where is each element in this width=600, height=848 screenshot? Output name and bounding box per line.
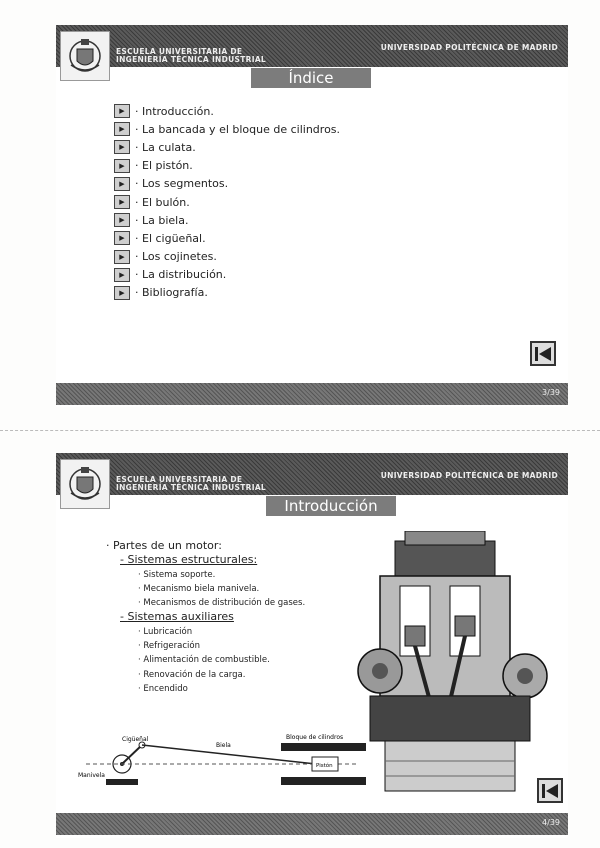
play-arrow-icon: ▶ [114, 104, 130, 118]
slide-index [56, 25, 568, 407]
slide-header [56, 453, 568, 495]
index-item-label: · La bancada y el bloque de cilindros. [135, 122, 341, 136]
label-biela: Biela [216, 742, 231, 749]
outline-item: · Sistema soporte. [138, 569, 216, 580]
university-name: UNIVERSIDAD POLITÉCNICA DE MADRID [380, 471, 558, 480]
index-item-label: · Introducción. [135, 104, 214, 118]
index-item-label: · El pistón. [135, 159, 193, 173]
index-item-culata[interactable] [114, 138, 340, 156]
play-arrow-icon: ▶ [114, 213, 130, 227]
index-item-label: · La culata. [135, 140, 196, 154]
index-item-label: · El cigüeñal. [135, 231, 206, 245]
play-arrow-icon: ▶ [114, 140, 130, 154]
outline-auxiliary: - Sistemas auxiliares [120, 610, 234, 624]
first-page-icon [534, 346, 552, 362]
outline-item: · Mecanismos de distribución de gases. [138, 598, 306, 609]
engine-cutaway-image [340, 531, 555, 806]
index-item-label: · La biela. [135, 213, 189, 227]
label-manivela: Manivela [78, 772, 105, 779]
index-item-ciguenal[interactable] [114, 229, 340, 247]
university-name: UNIVERSIDAD POLITÉCNICA DE MADRID [380, 43, 558, 52]
slide-header [56, 25, 568, 67]
index-item-bulon[interactable] [114, 193, 340, 211]
slide-footer [56, 383, 568, 405]
outline-item: · Mecanismo biela manivela. [138, 583, 260, 594]
play-arrow-icon: ▶ [114, 250, 130, 264]
first-page-button[interactable] [530, 341, 556, 366]
outline [106, 539, 305, 696]
play-arrow-icon: ▶ [114, 122, 130, 136]
index-item-label: · El bulón. [135, 195, 190, 209]
play-arrow-icon: ▶ [114, 177, 130, 191]
index-item-label: · Los segmentos. [135, 177, 229, 191]
school-name [116, 476, 266, 492]
structural-label: Sistemas estructurales [127, 553, 254, 567]
auxiliary-label: Sistemas auxiliares [127, 610, 234, 624]
page-divider [0, 430, 600, 431]
index-item-label: · La distribución. [135, 268, 227, 282]
index-item-cojinetes[interactable] [114, 248, 340, 266]
outline-heading: · Partes de un motor: [106, 539, 222, 552]
index-item-introduccion[interactable] [114, 102, 340, 120]
school-line-2: INGENIERÍA TÉCNICA INDUSTRIAL [116, 55, 266, 64]
play-arrow-icon: ▶ [114, 195, 130, 209]
label-bloque: Bloque de cilindros [286, 734, 344, 741]
play-arrow-icon: ▶ [114, 231, 130, 245]
crest-icon [60, 459, 110, 509]
school-line-1: ESCUELA UNIVERSITARIA DE [116, 47, 243, 56]
page-number: 4/39 [542, 818, 560, 827]
school-line-2: INGENIERÍA TÉCNICA INDUSTRIAL [116, 483, 266, 492]
play-arrow-icon: ▶ [114, 159, 130, 173]
index-item-segmentos[interactable] [114, 175, 340, 193]
crest-icon [60, 31, 110, 81]
index-item-biela[interactable] [114, 211, 340, 229]
index-item-label: · Bibliografía. [135, 286, 208, 300]
school-line-1: ESCUELA UNIVERSITARIA DE [116, 475, 243, 484]
page-number: 3/39 [542, 388, 560, 397]
outline-item: · Lubricación [138, 626, 193, 637]
first-page-button[interactable] [537, 778, 563, 803]
crank-mechanism-diagram [76, 731, 366, 791]
index-list [114, 102, 340, 302]
outline-item: · Encendido [138, 683, 188, 694]
outline-item: · Alimentación de combustible. [138, 655, 270, 666]
outline-item: · Renovación de la carga. [138, 669, 246, 680]
slide-title: Introducción [266, 496, 396, 516]
label-piston: Pistón [316, 763, 333, 769]
school-name [116, 48, 266, 64]
index-item-piston[interactable] [114, 157, 340, 175]
index-item-label: · Los cojinetes. [135, 250, 217, 264]
structural-colon: : [253, 553, 258, 567]
outline-item: · Refrigeración [138, 641, 200, 652]
first-page-icon [541, 783, 559, 799]
play-arrow-icon: ▶ [114, 286, 130, 300]
outline-structural: - Sistemas estructurales: [120, 553, 258, 567]
index-item-distribucion[interactable] [114, 266, 340, 284]
index-item-bancada[interactable] [114, 120, 340, 138]
play-arrow-icon: ▶ [114, 268, 130, 282]
slide-footer [56, 813, 568, 835]
label-ciguenal: Cigüeñal [122, 736, 149, 743]
index-item-bibliografia[interactable] [114, 284, 340, 302]
slide-introduccion [56, 453, 568, 838]
slide-title: Índice [251, 68, 371, 88]
